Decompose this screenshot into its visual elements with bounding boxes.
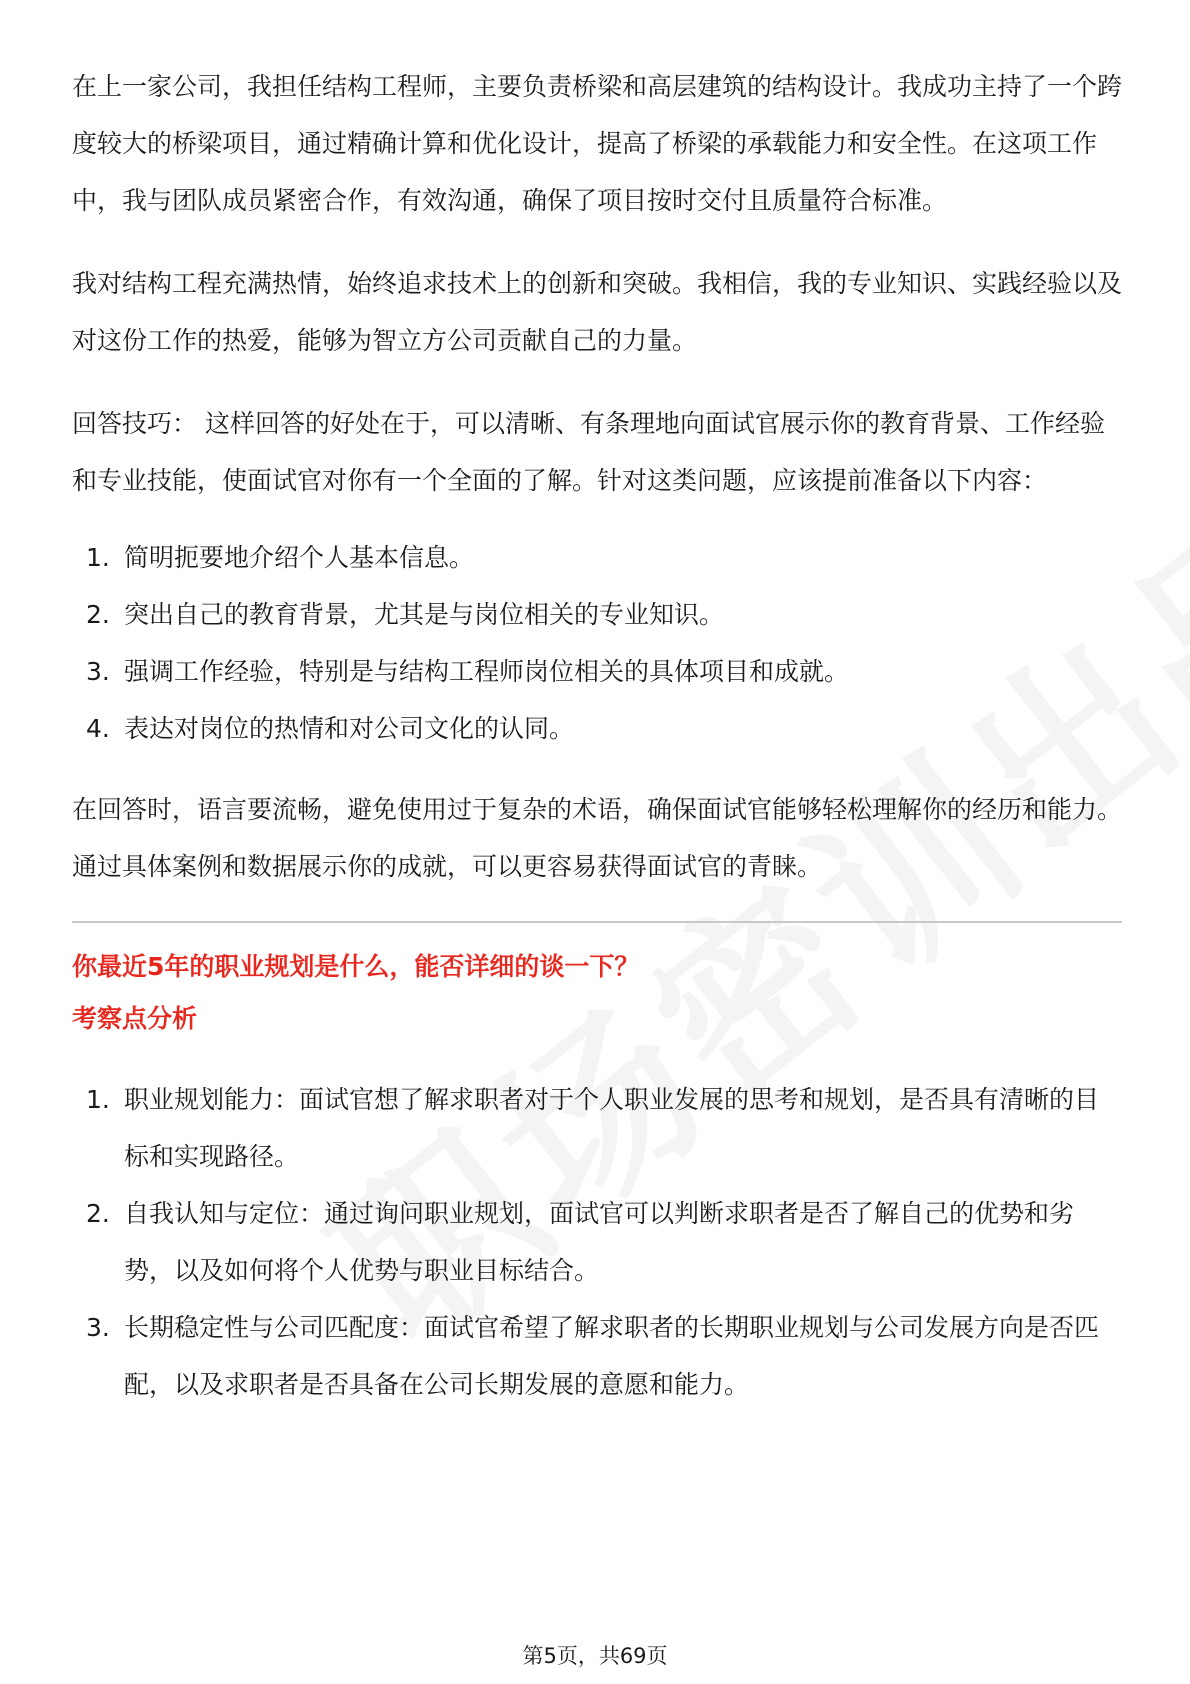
list-item: 1. 职业规划能力：面试官想了解求职者对于个人职业发展的思考和规划，是否具有清晰的目标和实现路径。 [86, 1085, 1100, 1171]
paragraph-closing: 在回答时，语言要流畅，避免使用过于复杂的术语，确保面试官能够轻松理解你的经历和能力。通过具体案例和数据展示你的成就，可以更容易获得面试官的青睐。 [72, 795, 1123, 881]
analysis-list [72, 1071, 1122, 1413]
list-item: 3. 长期稳定性与公司匹配度：面试官希望了解求职者的长期职业规划与公司发展方向是否匹配，以及求职者是否具备在公司长期发展的意愿和能力。 [86, 1313, 1100, 1399]
list-item: 3. 强调工作经验，特别是与结构工程师岗位相关的具体项目和成就。 [86, 657, 850, 686]
paragraph-experience: 在上一家公司，我担任结构工程师，主要负责桥梁和高层建筑的结构设计。我成功主持了一个跨度较大的桥梁项目，通过精确计算和优化设计，提高了桥梁的承载能力和安全性。在这项工作中，我与团队成员紧密合作，有效沟通，确保了项目按时交付且质量符合标准。 [72, 72, 1123, 215]
tips-list [72, 529, 1122, 757]
paragraph-answer-tips: 回答技巧： 这样回答的好处在于，可以清晰、有条理地向面试官展示你的教育背景、工作经验和专业技能，使面试官对你有一个全面的了解。针对这类问题，应该提前准备以下内容： [72, 409, 1105, 495]
paragraph-passion: 我对结构工程充满热情，始终追求技术上的创新和突破。我相信，我的专业知识、实践经验以及对这份工作的热爱，能够为智立方公司贡献自己的力量。 [72, 269, 1123, 355]
list-item: 4. 表达对岗位的热情和对公司文化的认同。 [86, 714, 575, 743]
section-divider [72, 921, 1122, 923]
list-item: 2. 突出自己的教育背景，尤其是与岗位相关的专业知识。 [86, 600, 725, 629]
list-item: 2. 自我认知与定位：通过询问职业规划，面试官可以判断求职者是否了解自己的优势和劣势，以及如何将个人优势与职业目标结合。 [86, 1199, 1075, 1285]
list-item: 1. 简明扼要地介绍个人基本信息。 [86, 543, 475, 572]
question-heading: 你最近5年的职业规划是什么，能否详细的谈一下？ [72, 952, 640, 981]
analysis-heading: 考察点分析 [72, 1004, 198, 1033]
page-number: 第5页，共69页 [522, 1644, 668, 1668]
page-content [72, 58, 1122, 1437]
